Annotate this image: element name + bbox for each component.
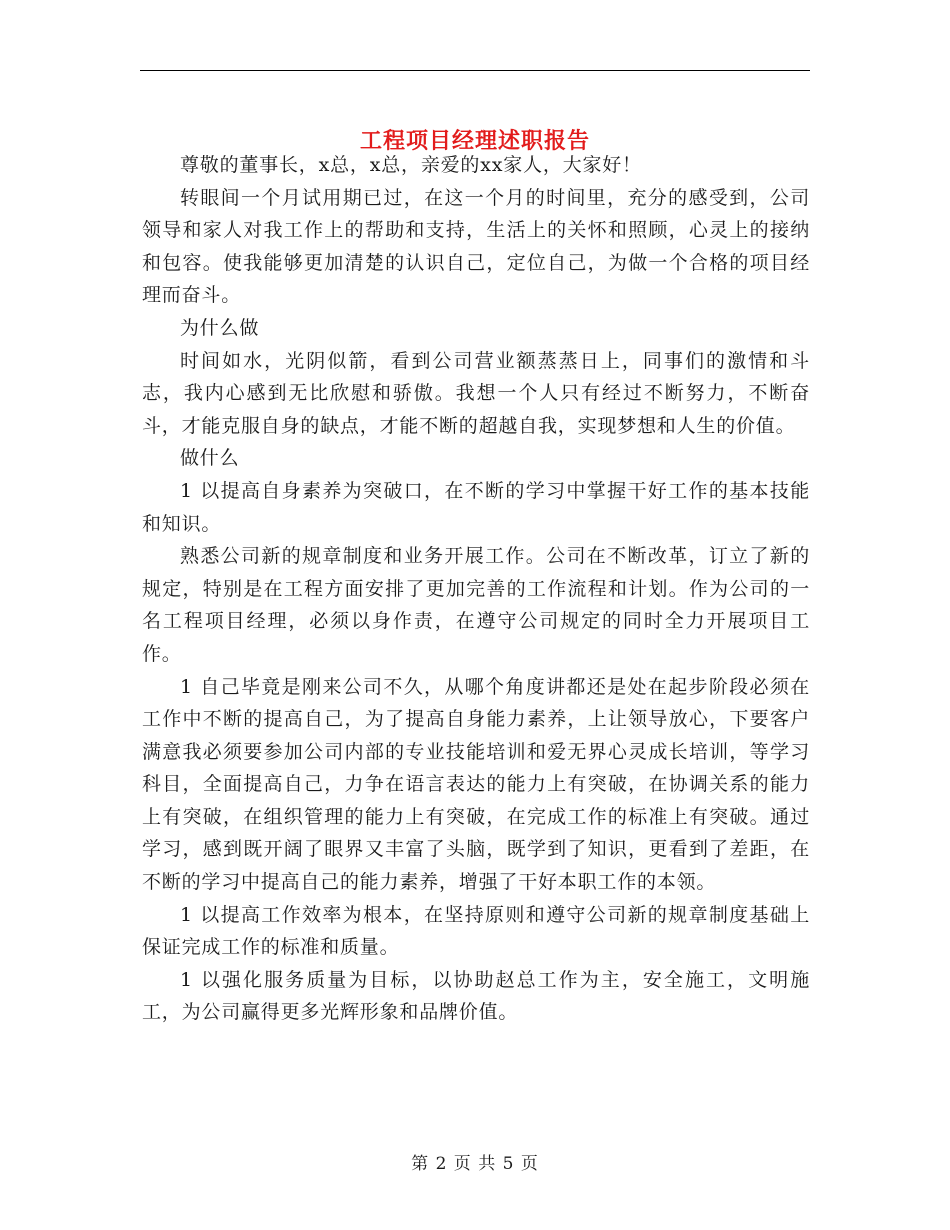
header-rule [140,70,810,71]
section-heading-what: 做什么 [180,447,240,470]
rules-paragraph: 熟悉公司新的规章制度和业务开展工作。公司在不断改革，订立了新的规定，特别是在工程方面安排了更加完善的工作流程和计划。作为公司的一名工程项目经理，必须以身作责，在遵守公司规定的同时全力开展项目工作。 [142,545,810,665]
document-body [142,149,810,1029]
list-item-4: 1 以强化服务质量为目标，以协助赵总工作为主，安全施工，文明施工，为公司赢得更多光辉形象和品牌价值。 [142,968,810,1024]
list-item-2: 1 自己毕竟是刚来公司不久，从哪个角度讲都还是处在起步阶段必须在工作中不断的提高自己，为了提高自身能力素养，上让领导放心，下要客户满意我必须要参加公司内部的专业技能培训和爱无界心灵成长培训，等学习科目，全面提高自己，力争在语言表达的能力上有突破，在协调关系的能力上有突破，在组织管理的能力上有突破，在完成工作的标准上有突破。通过学习，感到既开阔了眼界又丰富了头脑，既学到了知识，更看到了差距，在不断的学习中提高自己的能力素养，增强了干好本职工作的本领。 [142,675,810,894]
greeting-paragraph: 尊敬的董事长，x总，x总，亲爱的xx家人，大家好！ [180,154,642,176]
section-heading-why: 为什么做 [180,316,260,339]
document-title: 工程项目经理述职报告 [359,127,590,154]
list-item-1: 1 以提高自身素养为突破口，在不断的学习中掌握干好工作的基本技能和知识。 [142,479,810,535]
page-number-footer: 第 2 页 共 5 页 [411,1154,539,1174]
intro-paragraph: 转眼间一个月试用期已过，在这一个月的时间里，充分的感受到，公司领导和家人对我工作上的帮助和支持，生活上的关怀和照顾，心灵上的接纳和包容。使我能够更加清楚的认识自己，定位自己，为做一个合格的项目经理而奋斗。 [142,186,810,307]
why-paragraph: 时间如水，光阴似箭，看到公司营业额蒸蒸日上，同事们的激情和斗志，我内心感到无比欣慰和骄傲。我想一个人只有经过不断努力，不断奋斗，才能克服自身的缺点，才能不断的超越自我，实现梦想和人生的价值。 [142,349,810,437]
list-item-3: 1 以提高工作效率为根本，在坚持原则和遵守公司新的规章制度基础上保证完成工作的标准和质量。 [142,903,810,959]
